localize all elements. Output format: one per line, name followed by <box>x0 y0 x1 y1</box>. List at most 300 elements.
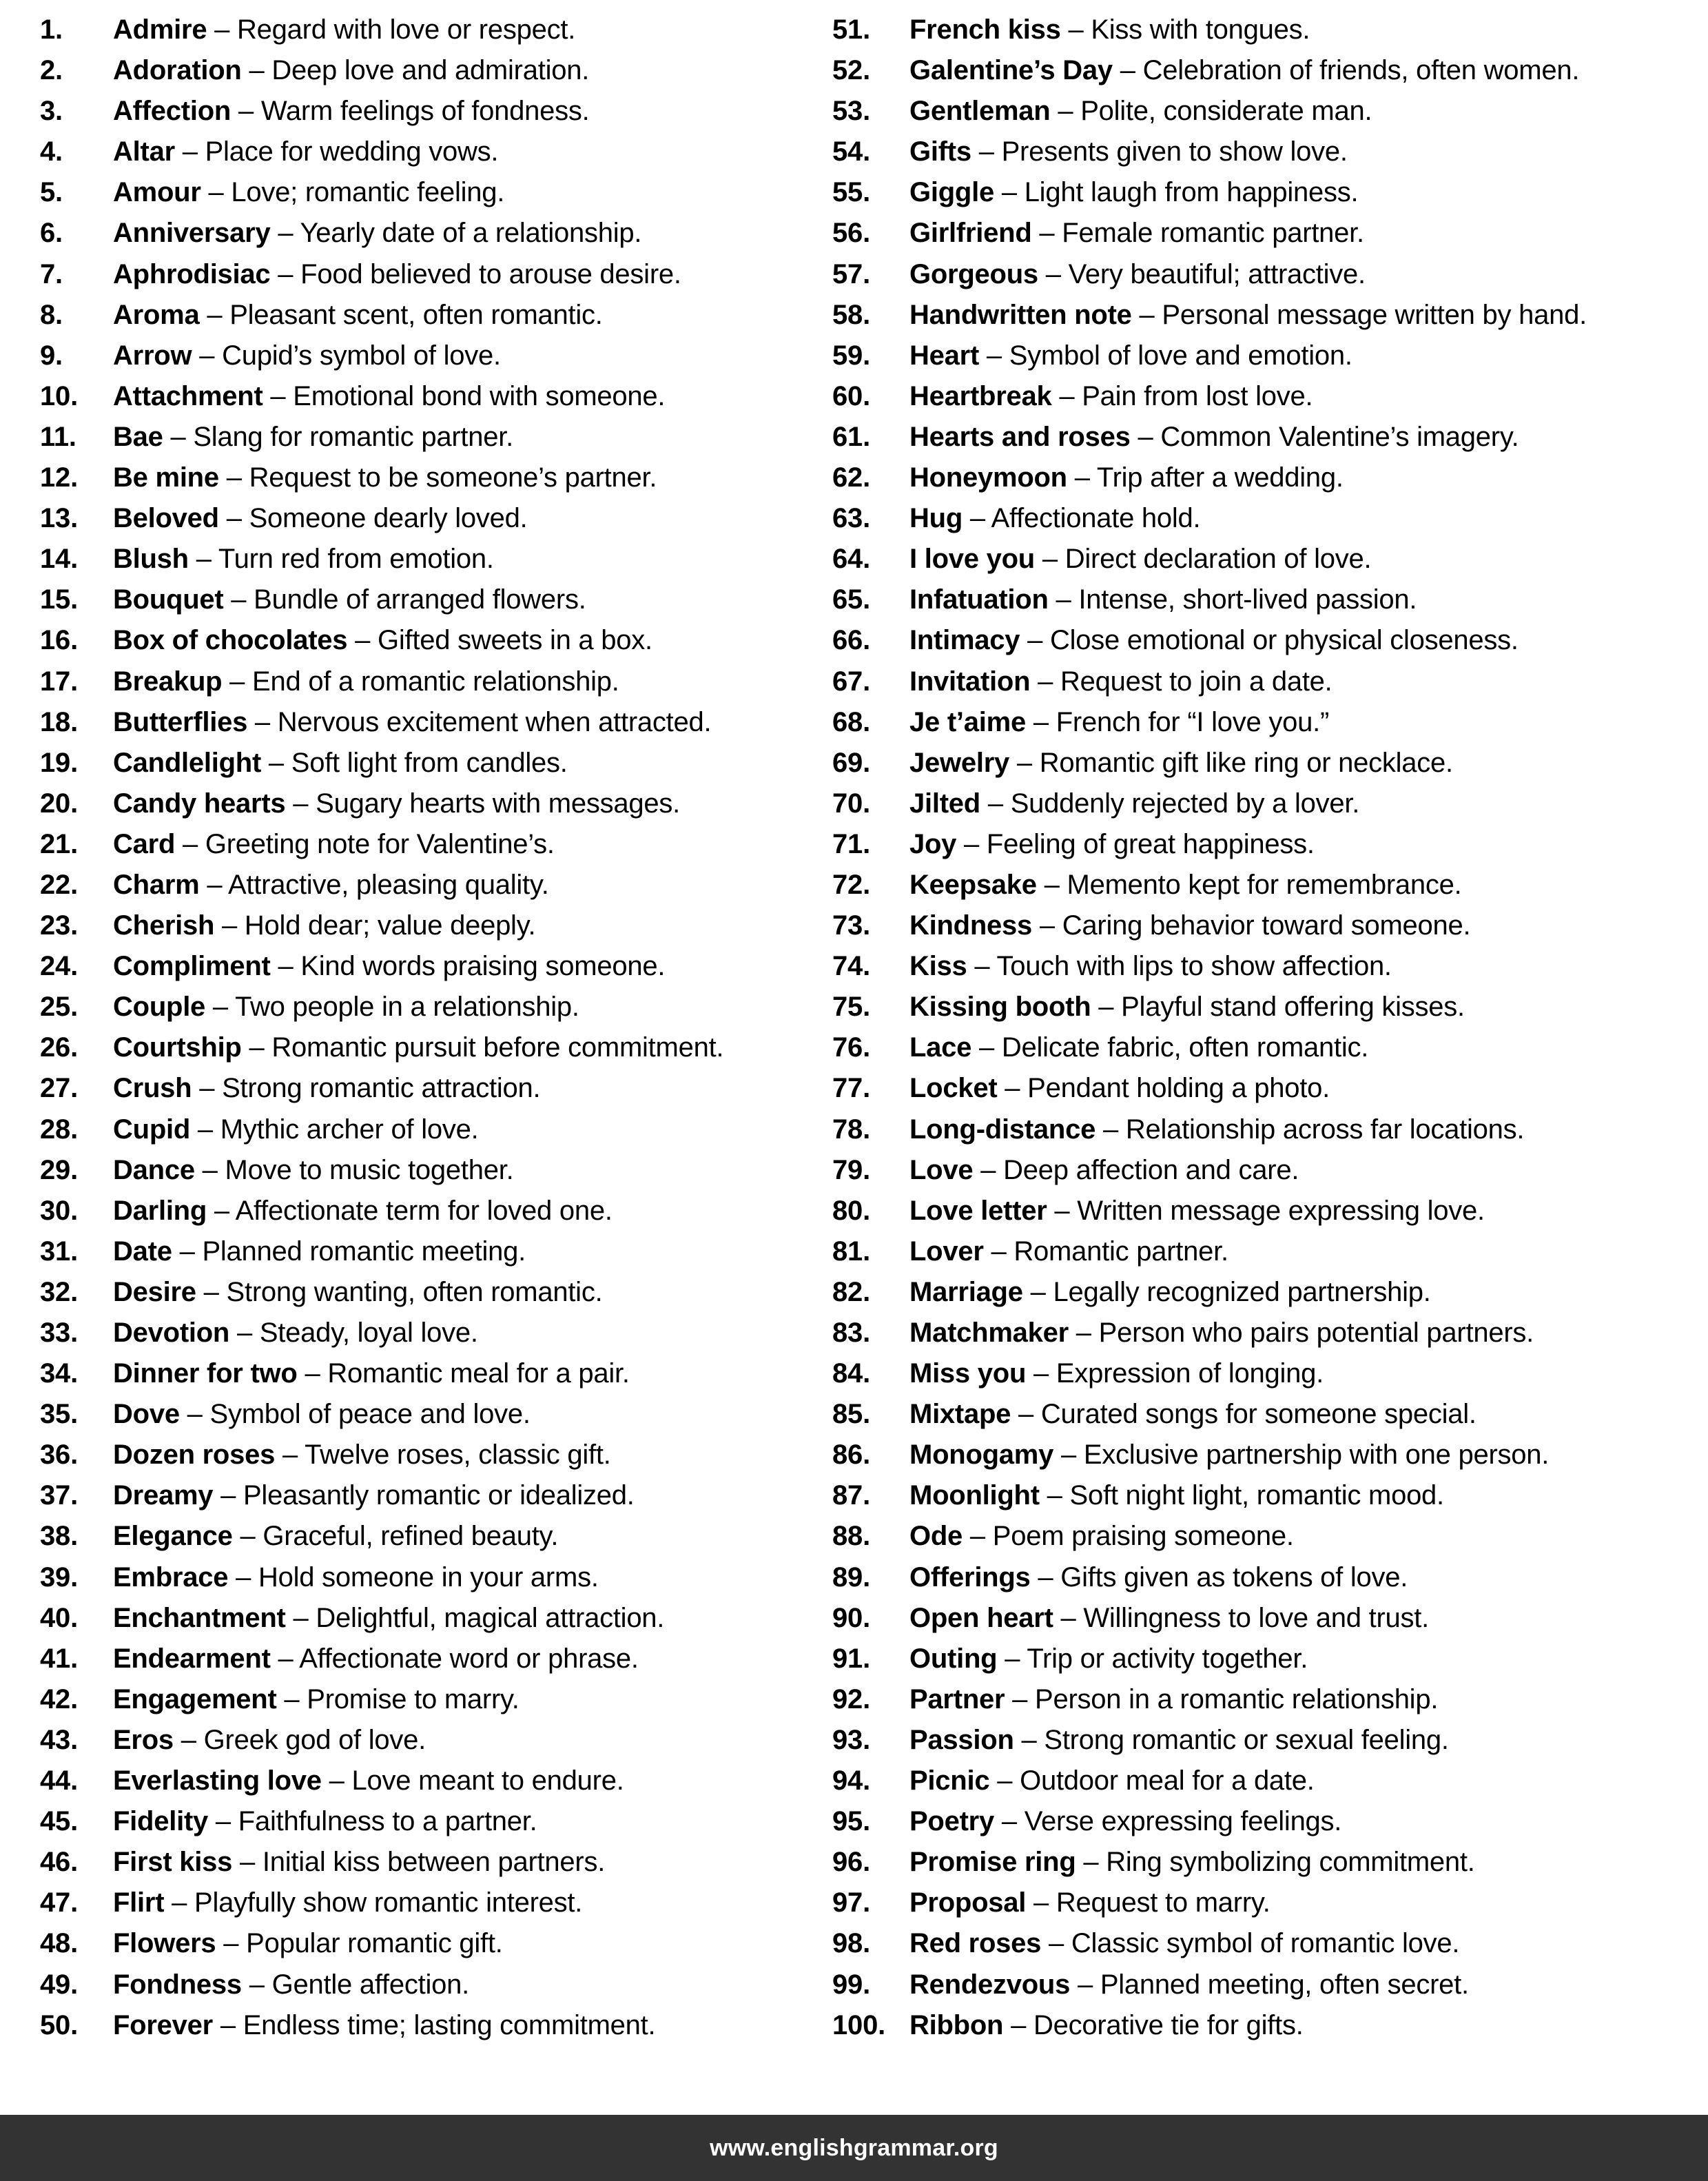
list-item-number: 88. <box>832 1521 871 1552</box>
list-item-dash: – <box>270 218 300 249</box>
list-item-number: 41. <box>40 1643 79 1674</box>
list-item-text <box>113 1883 582 1923</box>
list-item-definition: Pleasant scent, often romantic. <box>229 299 603 330</box>
list-item-text <box>113 784 680 824</box>
list-item-term: Devotion <box>113 1318 230 1348</box>
list-item-definition: Delicate fabric, often romantic. <box>1001 1032 1369 1063</box>
list-item-term: I love you <box>909 544 1035 575</box>
list-item-dash: – <box>321 1765 352 1796</box>
list-item-dash: – <box>980 788 1011 819</box>
list-item-definition: Someone dearly loved. <box>249 503 528 534</box>
list-item-text <box>909 1598 1429 1639</box>
list-item-definition: Move to music together. <box>225 1154 514 1185</box>
list-item-text <box>113 295 603 336</box>
list-item-definition: Soft light from candles. <box>291 747 568 778</box>
list-item-number: 10. <box>40 380 79 411</box>
list-item-text <box>113 1516 558 1557</box>
list-item-dash: – <box>1003 2009 1033 2040</box>
list-item-number: 67. <box>832 666 871 697</box>
list-item-dash: – <box>1053 1440 1084 1471</box>
list-item-definition: Pendant holding a photo. <box>1027 1073 1330 1104</box>
list-item-definition: Regard with love or respect. <box>237 14 576 45</box>
list-item-term: Matchmaker <box>909 1318 1069 1348</box>
list-item-text <box>909 539 1371 580</box>
list-item-text <box>909 1191 1485 1231</box>
list-item <box>832 1965 1708 2005</box>
list-item-dash: – <box>214 910 245 941</box>
list-item-text <box>113 1557 599 1598</box>
list-item <box>832 1516 1708 1557</box>
list-item <box>832 1313 1708 1353</box>
list-item-term: Everlasting love <box>113 1765 322 1796</box>
list-item-text <box>909 743 1453 784</box>
list-item-definition: Willingness to love and trust. <box>1083 1602 1430 1633</box>
list-item-term: Poetry <box>909 1806 994 1837</box>
list-item-definition: Endless time; lasting commitment. <box>243 2009 656 2040</box>
list-item-term: Candy hearts <box>113 788 286 819</box>
list-item-dash: – <box>1051 380 1082 411</box>
list-item-definition: Pain from lost love. <box>1082 380 1313 411</box>
list-item-term: Breakup <box>113 666 223 697</box>
list-item-term: Forever <box>113 2009 213 2040</box>
list-item-definition: Mythic archer of love. <box>220 1114 479 1145</box>
list-item-term: Dinner for two <box>113 1358 298 1389</box>
list-item-dash: – <box>179 1399 210 1430</box>
list-item-term: Aphrodisiac <box>113 258 271 289</box>
list-item-text <box>113 336 501 376</box>
list-item-text <box>113 1313 478 1353</box>
list-item-text <box>113 1965 469 2005</box>
list-item-definition: Presents given to show love. <box>1001 136 1348 167</box>
list-item-definition: French for “I love you.” <box>1056 706 1330 737</box>
list-item <box>40 1761 807 1801</box>
list-item-term: Beloved <box>113 503 219 534</box>
list-item-text <box>113 1801 537 1842</box>
list-item-term: Bae <box>113 421 163 452</box>
list-item-dash: – <box>207 14 238 45</box>
list-item-definition: Person who pairs potential partners. <box>1098 1318 1534 1348</box>
list-item-dash: – <box>1048 584 1079 615</box>
list-item-text <box>113 865 549 905</box>
list-item-dash: – <box>1014 1724 1045 1755</box>
list-item-dash: – <box>971 1032 1002 1063</box>
list-item-dash: – <box>231 96 261 127</box>
list-item <box>832 1639 1708 1679</box>
list-item-term: Picnic <box>909 1765 990 1796</box>
list-item-number: 98. <box>832 1928 871 1959</box>
list-item-text <box>909 376 1313 417</box>
list-item-number: 14. <box>40 544 79 575</box>
list-item-term: Locket <box>909 1073 998 1104</box>
list-item <box>832 1720 1708 1761</box>
list-item-definition: Place for wedding vows. <box>205 136 499 167</box>
list-item-definition: Strong romantic attraction. <box>222 1073 541 1104</box>
list-item-dash: – <box>1070 1969 1100 2000</box>
list-item-number: 96. <box>832 1847 871 1878</box>
list-item-dash: – <box>1053 1602 1084 1633</box>
list-item-dash: – <box>196 1276 227 1307</box>
list-item-text <box>113 1761 624 1801</box>
list-item-dash: – <box>1020 625 1051 656</box>
list-item-number: 42. <box>40 1683 79 1714</box>
list-item <box>832 743 1708 784</box>
list-item-dash: – <box>1032 910 1062 941</box>
list-item-definition: Kind words praising someone. <box>300 951 666 982</box>
list-item-text <box>113 1720 426 1761</box>
list-item <box>40 1965 807 2005</box>
list-item-number: 90. <box>832 1602 871 1633</box>
list-item-definition: Affectionate word or phrase. <box>299 1643 639 1674</box>
list-item <box>40 1516 807 1557</box>
list-item-text <box>113 824 555 865</box>
list-item-definition: Request to marry. <box>1056 1887 1270 1918</box>
list-item-text <box>909 295 1587 336</box>
list-item <box>40 1639 807 1679</box>
list-item-definition: Planned meeting, often secret. <box>1100 1969 1469 2000</box>
list-item-text <box>909 702 1329 743</box>
list-item-term: Desire <box>113 1276 196 1307</box>
list-item-text <box>113 1639 639 1679</box>
list-item <box>40 865 807 905</box>
list-item-dash: – <box>164 1887 195 1918</box>
list-item-text <box>909 1639 1308 1679</box>
site-footer <box>0 2115 1708 2181</box>
list-item-dash: – <box>1130 421 1161 452</box>
list-item-text <box>909 2005 1304 2046</box>
list-item-text <box>113 1191 613 1231</box>
list-item-definition: Deep affection and care. <box>1003 1154 1299 1185</box>
list-item-term: Couple <box>113 992 206 1023</box>
list-item-definition: Bundle of arranged flowers. <box>254 584 586 615</box>
list-item <box>40 1679 807 1720</box>
list-item-number: 15. <box>40 584 79 615</box>
list-item <box>40 1720 807 1761</box>
list-item-dash: – <box>213 1480 243 1511</box>
list-item-text <box>909 1516 1294 1557</box>
list-item-dash: – <box>1041 1928 1071 1959</box>
list-item-term: Hearts and roses <box>909 421 1131 452</box>
list-item-dash: – <box>1060 14 1091 45</box>
list-item-definition: Attractive, pleasing quality. <box>227 869 549 900</box>
list-item-number: 24. <box>40 951 79 982</box>
list-item <box>832 702 1708 743</box>
list-item-term: Flirt <box>113 1887 165 1918</box>
list-item-number: 21. <box>40 828 79 859</box>
list-item <box>832 987 1708 1027</box>
list-item <box>40 1801 807 1842</box>
list-item-term: Handwritten note <box>909 299 1132 330</box>
list-item-dash: – <box>223 584 254 615</box>
list-item-number: 49. <box>40 1969 79 2000</box>
list-item-term: Fidelity <box>113 1806 209 1837</box>
list-item-text <box>909 865 1462 905</box>
list-item-dash: – <box>275 1440 305 1471</box>
list-item-term: Anniversary <box>113 218 271 249</box>
list-item-text <box>113 172 504 213</box>
list-item-dash: – <box>1067 462 1097 493</box>
list-item-term: Miss you <box>909 1358 1027 1389</box>
list-item <box>832 1598 1708 1639</box>
list-item-dash: – <box>199 299 230 330</box>
list-item-dash: – <box>285 1602 316 1633</box>
list-item-dash: – <box>997 1643 1027 1674</box>
list-item-dash: – <box>1036 869 1067 900</box>
list-item-text <box>909 1679 1438 1720</box>
list-item-number: 74. <box>832 951 871 982</box>
list-item-text <box>113 1394 531 1435</box>
list-item-term: First kiss <box>113 1847 233 1878</box>
list-item-definition: Playfully show romantic interest. <box>194 1887 583 1918</box>
list-item-text <box>113 458 657 498</box>
list-item-dash: – <box>989 1765 1020 1796</box>
list-item <box>832 213 1708 254</box>
list-item-number: 26. <box>40 1032 79 1063</box>
list-item-dash: – <box>199 869 228 900</box>
list-item <box>40 213 807 254</box>
list-item-text <box>113 417 513 458</box>
list-item-number: 84. <box>832 1358 871 1389</box>
list-item-term: Intimacy <box>909 625 1020 656</box>
list-item-term: Enchantment <box>113 1602 286 1633</box>
list-item-text <box>909 662 1333 702</box>
list-item-number: 7. <box>40 258 63 289</box>
list-item-definition: Affectionate hold. <box>991 503 1201 534</box>
list-item <box>40 1272 807 1313</box>
list-item-definition: Classic symbol of romantic love. <box>1071 1928 1460 1959</box>
list-item-term: Endearment <box>113 1643 271 1674</box>
list-item-definition: Sugary hearts with messages. <box>316 788 680 819</box>
list-item-number: 79. <box>832 1154 871 1185</box>
list-item-term: Affection <box>113 96 231 127</box>
list-item-number: 76. <box>832 1032 871 1063</box>
list-item-dash: – <box>208 1806 238 1837</box>
list-item-number: 13. <box>40 503 79 534</box>
list-item-term: Cupid <box>113 1114 191 1145</box>
list-item <box>40 662 807 702</box>
list-item-dash: – <box>174 136 205 167</box>
list-item-term: Dozen roses <box>113 1440 276 1471</box>
list-item-number: 31. <box>40 1236 79 1267</box>
list-item-text <box>909 213 1364 254</box>
list-item-number: 45. <box>40 1806 79 1837</box>
list-item-number: 60. <box>832 380 871 411</box>
list-item <box>40 1109 807 1150</box>
list-item-definition: Hold someone in your arms. <box>258 1561 599 1593</box>
list-item-text <box>113 376 665 417</box>
list-item-term: Gentleman <box>909 96 1051 127</box>
list-item-text <box>909 1965 1469 2005</box>
list-item-definition: Initial kiss between partners. <box>262 1847 606 1878</box>
list-item-text <box>909 946 1392 987</box>
list-item <box>40 743 807 784</box>
list-item-text <box>113 10 575 50</box>
list-item-definition: Romantic pursuit before commitment. <box>271 1032 724 1063</box>
list-item-number: 62. <box>832 462 871 493</box>
list-item-dash: – <box>979 340 1009 371</box>
footer-url[interactable]: www.englishgrammar.org <box>710 2134 998 2161</box>
list-item <box>40 91 807 132</box>
list-item-dash: – <box>261 747 291 778</box>
list-item-number: 65. <box>832 584 871 615</box>
list-item-definition: Memento kept for remembrance. <box>1067 869 1462 900</box>
list-item-definition: Soft night light, romantic mood. <box>1069 1480 1444 1511</box>
list-item-text <box>113 1598 664 1639</box>
list-item <box>40 1150 807 1191</box>
list-item-dash: – <box>270 258 301 289</box>
list-item-definition: Gentle affection. <box>271 1969 469 2000</box>
list-item-text <box>113 743 568 784</box>
list-item-definition: Feeling of great happiness. <box>986 828 1315 859</box>
list-item-term: Aroma <box>113 299 200 330</box>
list-item-definition: Touch with lips to show affection. <box>996 951 1392 982</box>
list-item-text <box>909 1475 1444 1516</box>
list-item-term: Dreamy <box>113 1480 214 1511</box>
list-item-dash: – <box>1035 544 1065 575</box>
list-item-number: 68. <box>832 706 871 737</box>
list-item-number: 3. <box>40 96 63 127</box>
list-item-definition: Emotional bond with someone. <box>293 380 666 411</box>
list-item-number: 87. <box>832 1480 871 1511</box>
list-item-text <box>113 620 652 661</box>
list-item <box>40 1842 807 1883</box>
list-item-number: 29. <box>40 1154 79 1185</box>
list-item-term: Dance <box>113 1154 195 1185</box>
list-item-dash: – <box>1031 218 1062 249</box>
list-item-definition: Graceful, refined beauty. <box>263 1521 559 1552</box>
list-item-text <box>909 1313 1534 1353</box>
list-item-term: Courtship <box>113 1032 242 1063</box>
list-item-number: 92. <box>832 1683 871 1714</box>
list-item-dash: – <box>1025 706 1056 737</box>
list-item-definition: Relationship across far locations. <box>1125 1114 1525 1145</box>
list-item-number: 100. <box>832 2009 886 2040</box>
list-item-term: Jilted <box>909 788 980 819</box>
list-item-definition: Symbol of love and emotion. <box>1009 340 1352 371</box>
list-item-term: Attachment <box>113 380 263 411</box>
list-item-text <box>909 1231 1228 1272</box>
list-item-number: 28. <box>40 1114 79 1145</box>
list-item <box>40 1353 807 1394</box>
list-item-dash: – <box>1091 992 1122 1023</box>
list-item <box>832 91 1708 132</box>
list-item-definition: Warm feelings of fondness. <box>260 96 590 127</box>
list-item <box>40 1068 807 1109</box>
list-item-text <box>113 254 681 295</box>
list-item-dash: – <box>1005 1683 1036 1714</box>
list-item <box>40 1598 807 1639</box>
list-item-text <box>909 1883 1270 1923</box>
list-item <box>40 458 807 498</box>
list-item-dash: – <box>241 1969 272 2000</box>
list-item <box>832 1679 1708 1720</box>
list-item-number: 8. <box>40 299 63 330</box>
list-item-dash: – <box>994 177 1025 208</box>
list-item-number: 80. <box>832 1195 871 1226</box>
list-item-term: Card <box>113 828 176 859</box>
list-item-term: Marriage <box>909 1276 1023 1307</box>
list-item <box>832 417 1708 458</box>
list-item-dash: – <box>247 706 278 737</box>
list-item <box>40 784 807 824</box>
list-item-dash: – <box>297 1358 328 1389</box>
list-item-text <box>909 1720 1449 1761</box>
list-item <box>832 1068 1708 1109</box>
list-item-text <box>113 1150 513 1191</box>
list-item-definition: Ring symbolizing commitment. <box>1106 1847 1475 1878</box>
list-item-term: Be mine <box>113 462 219 493</box>
list-item-text <box>113 1923 503 1964</box>
list-item-text <box>113 213 641 254</box>
list-item-dash: – <box>1068 1318 1099 1348</box>
list-item-dash: – <box>175 828 205 859</box>
list-item-definition: Affectionate term for loved one. <box>235 1195 613 1226</box>
list-item-number: 33. <box>40 1318 79 1348</box>
list-item <box>832 1191 1708 1231</box>
list-item-number: 70. <box>832 788 871 819</box>
list-item-number: 63. <box>832 503 871 534</box>
list-item-text <box>113 132 498 172</box>
list-item-dash: – <box>347 625 378 656</box>
list-item-definition: Romantic meal for a pair. <box>327 1358 630 1389</box>
list-item-definition: Close emotional or physical closeness. <box>1050 625 1519 656</box>
list-item-number: 2. <box>40 55 63 86</box>
list-item-term: Mixtape <box>909 1399 1011 1430</box>
list-item-dash: – <box>1076 1847 1107 1878</box>
list-item-number: 47. <box>40 1887 79 1918</box>
list-item-term: Offerings <box>909 1561 1031 1593</box>
list-item <box>832 539 1708 580</box>
list-item-number: 97. <box>832 1887 871 1918</box>
list-item <box>832 254 1708 295</box>
list-item-number: 64. <box>832 544 871 575</box>
list-item-term: Hug <box>909 503 963 534</box>
list-item-dash: – <box>1050 96 1081 127</box>
list-item-dash: – <box>1131 299 1162 330</box>
list-item <box>832 784 1708 824</box>
list-item-definition: Turn red from emotion. <box>218 544 494 575</box>
list-item-number: 73. <box>832 910 871 941</box>
list-item-text <box>909 254 1366 295</box>
list-item-number: 1. <box>40 14 63 45</box>
list-item-definition: Playful stand offering kisses. <box>1121 992 1465 1023</box>
list-item-dash: – <box>963 1521 993 1552</box>
list-item-term: Embrace <box>113 1561 229 1593</box>
list-item <box>40 824 807 865</box>
list-item <box>40 1394 807 1435</box>
list-item-dash: – <box>200 177 231 208</box>
list-item-definition: Poem praising someone. <box>992 1521 1294 1552</box>
list-item <box>832 905 1708 946</box>
list-item-definition: Strong wanting, often romantic. <box>226 1276 603 1307</box>
list-item <box>832 580 1708 620</box>
list-item-text <box>909 172 1358 213</box>
list-item-dash: – <box>172 1236 203 1267</box>
list-item-definition: Popular romantic gift. <box>246 1928 503 1959</box>
list-item-text <box>909 905 1470 946</box>
list-item-text <box>909 1923 1459 1964</box>
list-item-text <box>909 1068 1330 1109</box>
list-item-dash: – <box>270 1643 300 1674</box>
list-item <box>832 1394 1708 1435</box>
list-item-text <box>113 662 619 702</box>
list-item-definition: Caring behavior toward someone. <box>1062 910 1471 941</box>
list-item-number: 44. <box>40 1765 79 1796</box>
list-item-definition: Outdoor meal for a date. <box>1020 1765 1315 1796</box>
list-item <box>40 295 807 336</box>
list-item-text <box>909 1150 1299 1191</box>
list-item-dash: – <box>1038 258 1069 289</box>
list-item-dash: – <box>173 1724 204 1755</box>
